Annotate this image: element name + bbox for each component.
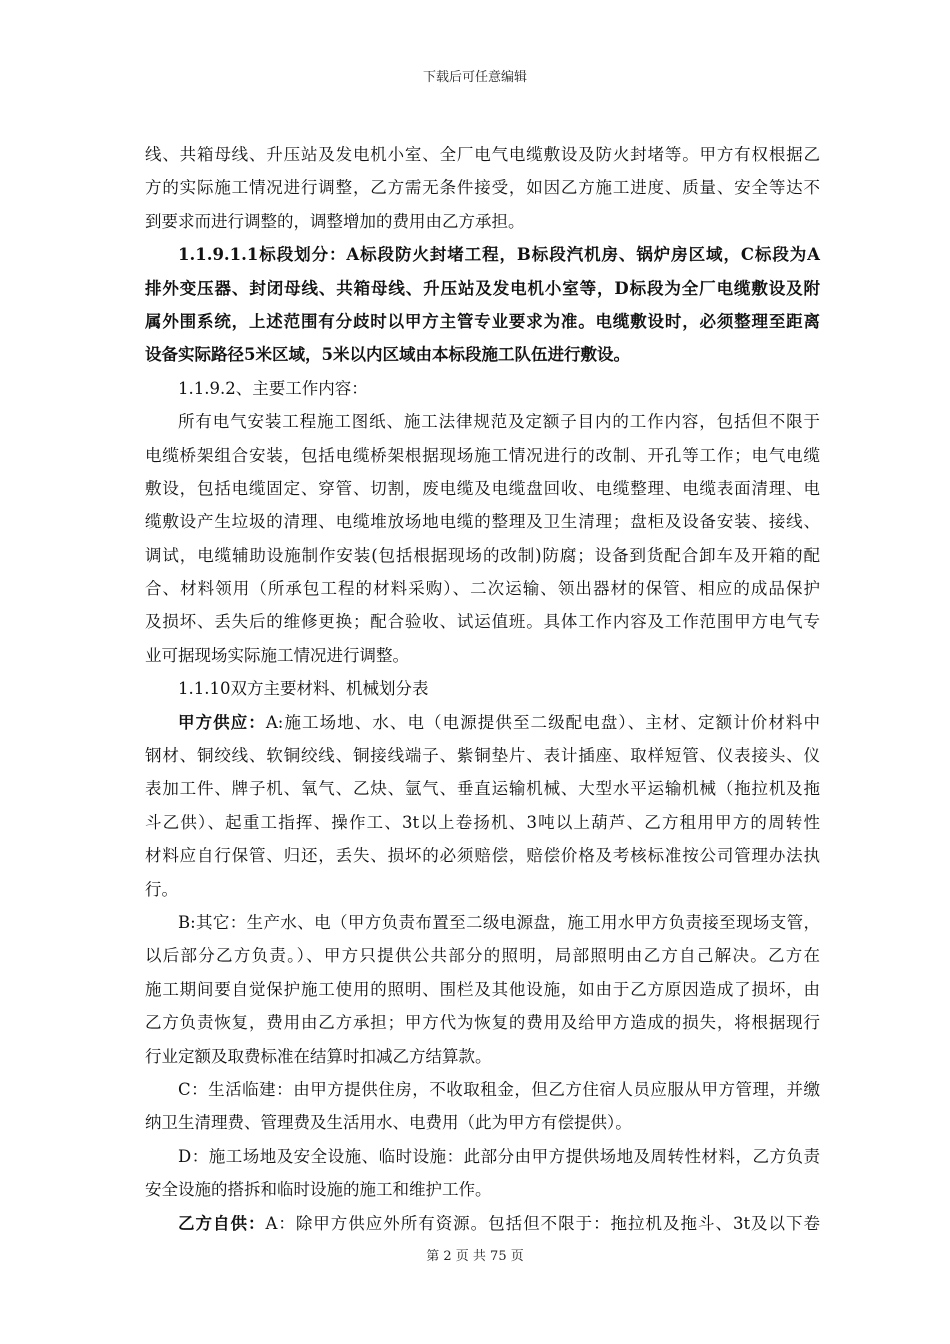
paragraph [145,1207,820,1240]
paragraph [145,138,820,238]
paragraph [145,906,820,1073]
text-line: 及损坏、丢失后的维修更换；配合验收、试运值班。具体工作内容及工作范围甲方电气专 [145,612,820,632]
document-body [145,138,820,1240]
paragraph [145,1073,820,1140]
text-fragment: A:施工场地、水、电（电源提供至二级配电盘）、主材、定额计价材料中 [265,712,820,732]
lead-label: 甲方供应： [178,712,266,732]
text-line: 施工期间要自觉保护施工使用的照明、围栏及其他设施，如由于乙方原因造成了损坏，由 [145,979,820,999]
text-line [145,1207,820,1240]
text-line: C：生活临建：由甲方提供住房，不收取租金，但乙方住宿人员应服从甲方管理，并缴 [178,1079,820,1099]
text-line: 斗乙供）、起重工指挥、操作工、3t以上卷扬机、3吨以上葫芦、乙方租用甲方的周转性 [145,812,820,832]
text-line [145,706,820,739]
paragraph [145,706,820,906]
text-line: 1.1.9.2、主要工作内容： [178,378,368,398]
text-line: B:其它：生产水、电（甲方负责布置至二级电源盘，施工用水甲方负责接至现场支管， [178,912,820,932]
text-line: 调试，电缆辅助设施制作安装(包括根据现场的改制)防腐；设备到货配合卸车及开箱的配 [145,545,820,565]
text-line: 表加工件、牌子机、氧气、乙炔、氩气、垂直运输机械、大型水平运输机械（拖拉机及拖 [145,779,820,799]
text-line: 设备实际路径5米区域，5米以内区域由本标段施工队伍进行敷设。 [145,345,630,365]
text-line: 1.1.9.1.1标段划分：A标段防火封堵工程，B标段汽机房、锅炉房区域，C标段为A [178,245,820,265]
text-line: 方的实际施工情况进行调整，乙方需无条件接受，如因乙方施工进度、质量、安全等达不 [145,178,820,198]
text-line: 排外变压器、封闭母线、共箱母线、升压站及发电机小室等，D标段为全厂电缆敷设及附 [145,278,820,298]
page-footer: 第 2 页 共 75 页 [426,1249,524,1264]
text-line: 以后部分乙方负责。）、甲方只提供公共部分的照明，局部照明由乙方自己解决。乙方在 [145,946,820,966]
text-line: 材料应自行保管、归还，丢失、损坏的必须赔偿，赔偿价格及考核标准按公司管理办法执 [145,846,820,866]
text-line: 电缆桥架组合安装，包括电缆桥架根据现场施工情况进行的改制、开孔等工作；电气电缆 [145,445,820,465]
text-line: 缆敷设产生垃圾的清理、电缆堆放场地电缆的整理及卫生清理；盘柜及设备安装、接线、 [145,512,820,532]
text-line: 行业定额及取费标准在结算时扣减乙方结算款。 [145,1046,492,1066]
paragraph [145,405,820,672]
text-line: 到要求而进行调整的，调整增加的费用由乙方承担。 [145,211,525,231]
text-line: 线、共箱母线、升压站及发电机小室、全厂电气电缆敷设及防火封堵等。甲方有权根据乙 [145,145,820,164]
text-line: 行。 [145,879,178,899]
page-header: 下载后可任意编辑 [422,70,527,85]
paragraph [145,1140,820,1207]
text-line: 敷设，包括电缆固定、穿管、切割，废电缆及电缆盘回收、电缆整理、电缆表面清理、电 [145,478,820,498]
text-line: 钢材、铜绞线、软铜绞线、铜接线端子、紫铜垫片、表计插座、取样短管、仪表接头、仪 [145,746,820,766]
text-line: 纳卫生清理费、管理费及生活用水、电费用（此为甲方有偿提供）。 [145,1113,632,1133]
text-line: 合、材料领用（所承包工程的材料采购）、二次运输、领出器材的保管、相应的成品保护 [145,579,820,599]
section-heading [145,672,820,705]
text-line: 1.1.10双方主要材料、机械划分表 [178,679,429,699]
text-line: 乙方负责恢复，费用由乙方承担；甲方代为恢复的费用及给甲方造成的损失，将根据现行 [145,1013,820,1033]
section-heading [145,372,820,405]
text-line: D：施工场地及安全设施、临时设施：此部分由甲方提供场地及周转性材料，乙方负责 [178,1146,820,1166]
text-line: 安全设施的搭拆和临时设施的施工和维护工作。 [145,1180,492,1200]
lead-label: 乙方自供： [178,1213,266,1233]
text-line: 业可据现场实际施工情况进行调整。 [145,645,409,665]
text-fragment: A：除甲方供应外所有资源。包括但不限于：拖拉机及拖斗、3t及以下卷 [265,1213,821,1233]
text-line: 属外围系统，上述范围有分歧时以甲方主管专业要求为准。电缆敷设时，必须整理至距离 [145,311,820,331]
text-line: 所有电气安装工程施工图纸、施工法律规范及定额子目内的工作内容，包括但不限于 [178,412,820,432]
paragraph-bold [145,238,820,372]
